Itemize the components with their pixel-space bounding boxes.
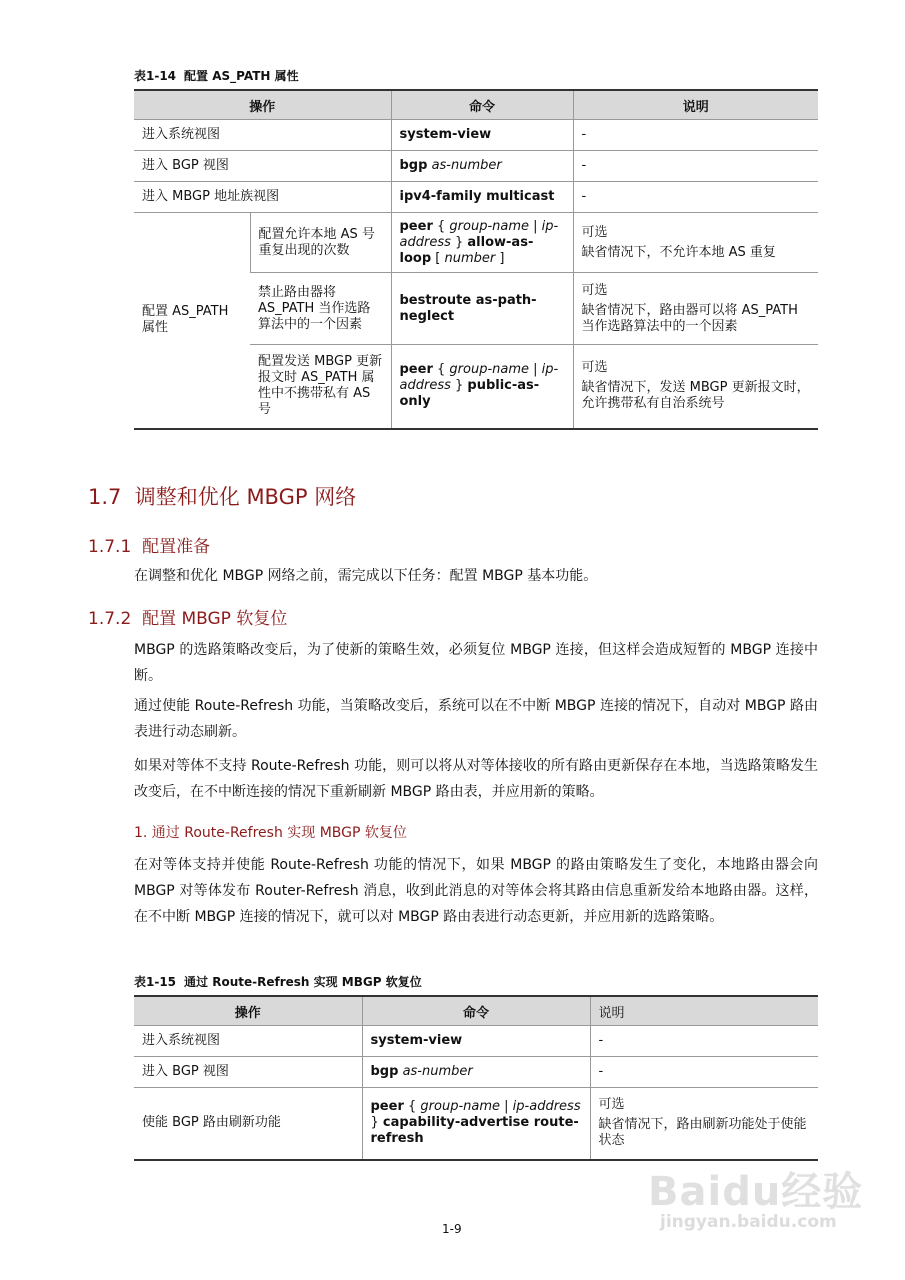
table-row: [134, 1088, 818, 1160]
description-cell: 可选 缺省情况下，发送 MBGP 更新报文时，允许携带私有自治系统号: [573, 345, 818, 429]
page-number: 1-9: [442, 1222, 462, 1236]
table-header-row: [134, 996, 818, 1026]
sub-heading: 1. 通过 Route-Refresh 实现 MBGP 软复位: [134, 825, 407, 841]
description-cell: -: [590, 1026, 818, 1057]
operation-cell: 使能 BGP 路由刷新功能: [134, 1088, 362, 1160]
command-cell: system-view: [391, 120, 573, 151]
table-row: [134, 1057, 818, 1088]
header-description: 说明: [590, 996, 818, 1026]
sub-operation-cell: 配置发送 MBGP 更新报文时 AS_PATH 属性中不携带私有 AS 号: [250, 345, 391, 429]
command-cell: system-view: [362, 1026, 590, 1057]
command-cell: peer { group-name | ip-address } public-as-only: [391, 345, 573, 429]
baidu-jingyan-watermark-logo: Baidu经验: [648, 1169, 864, 1215]
operation-cell: 进入系统视图: [134, 120, 391, 151]
paragraph: 在对等体支持并使能 Route-Refresh 功能的情况下，如果 MBGP 的路由策略发生了变化，本地路由器会向 MBGP 对等体发布 Router-Refresh 消息，收到此消息的对等体会将其路由信息重新发给本地路由器。这样，在不中断 MBGP 连接的情况下，就可以对 MBGP 路由表进行动态更新，并应用新的选路策略。: [134, 857, 818, 925]
table-14: [134, 89, 818, 430]
header-operation: 操作: [134, 90, 391, 120]
table-header-row: [134, 90, 818, 120]
header-description: 说明: [573, 90, 818, 120]
watermark-url: jingyan.baidu.com: [660, 1212, 837, 1232]
table-14-caption: 表1-14 配置 AS_PATH 属性: [134, 69, 299, 83]
header-operation: 操作: [134, 996, 362, 1026]
command-cell: ipv4-family multicast: [391, 182, 573, 213]
command-cell: bgp as-number: [391, 151, 573, 182]
command-cell: peer { group-name | ip-address } allow-as-loop [ number ]: [391, 213, 573, 273]
table-15-caption: 表1-15 通过 Route-Refresh 实现 MBGP 软复位: [134, 975, 422, 989]
paragraph: 在调整和优化 MBGP 网络之前，需完成以下任务：配置 MBGP 基本功能。: [134, 568, 598, 584]
sub-operation-cell: 配置允许本地 AS 号重复出现的次数: [250, 213, 391, 273]
table-row: [134, 120, 818, 151]
description-cell: 可选 缺省情况下，不允许本地 AS 重复: [573, 213, 818, 273]
description-cell: -: [590, 1057, 818, 1088]
description-cell: 可选 缺省情况下，路由刷新功能处于使能状态: [590, 1088, 818, 1160]
group-operation-cell: 配置 AS_PATH 属性: [134, 213, 250, 429]
sub-operation-cell: 禁止路由器将 AS_PATH 当作选路算法中的一个因素: [250, 273, 391, 345]
table-row: [134, 182, 818, 213]
paragraph: 如果对等体不支持 Route-Refresh 功能，则可以将从对等体接收的所有路由更新保存在本地，当选路策略发生改变后，在不中断连接的情况下重新刷新 MBGP 路由表，并应用新的策略。: [134, 758, 818, 800]
section-heading-1-7: 1.7 调整和优化 MBGP 网络: [88, 485, 357, 509]
description-cell: 可选 缺省情况下，路由器可以将 AS_PATH 当作选路算法中的一个因素: [573, 273, 818, 345]
table-row: [134, 1026, 818, 1057]
header-command: 命令: [362, 996, 590, 1026]
command-cell: bestroute as-path-neglect: [391, 273, 573, 345]
operation-cell: 进入系统视图: [134, 1026, 362, 1057]
table-row: [134, 213, 818, 273]
header-command: 命令: [391, 90, 573, 120]
table-row: [134, 151, 818, 182]
table-15: [134, 995, 818, 1161]
command-cell: bgp as-number: [362, 1057, 590, 1088]
paragraph: 通过使能 Route-Refresh 功能，当策略改变后，系统可以在不中断 MBGP 连接的情况下，自动对 MBGP 路由表进行动态刷新。: [134, 698, 818, 740]
operation-cell: 进入 BGP 视图: [134, 151, 391, 182]
command-cell: peer { group-name | ip-address } capability-advertise route-refresh: [362, 1088, 590, 1160]
paragraph: MBGP 的选路策略改变后，为了使新的策略生效，必须复位 MBGP 连接，但这样会造成短暂的 MBGP 连接中断。: [134, 642, 818, 684]
section-heading-1-7-2: 1.7.2 配置 MBGP 软复位: [88, 609, 288, 629]
section-heading-1-7-1: 1.7.1 配置准备: [88, 537, 211, 557]
description-cell: -: [573, 151, 818, 182]
description-cell: -: [573, 182, 818, 213]
operation-cell: 进入 MBGP 地址族视图: [134, 182, 391, 213]
operation-cell: 进入 BGP 视图: [134, 1057, 362, 1088]
description-cell: -: [573, 120, 818, 151]
